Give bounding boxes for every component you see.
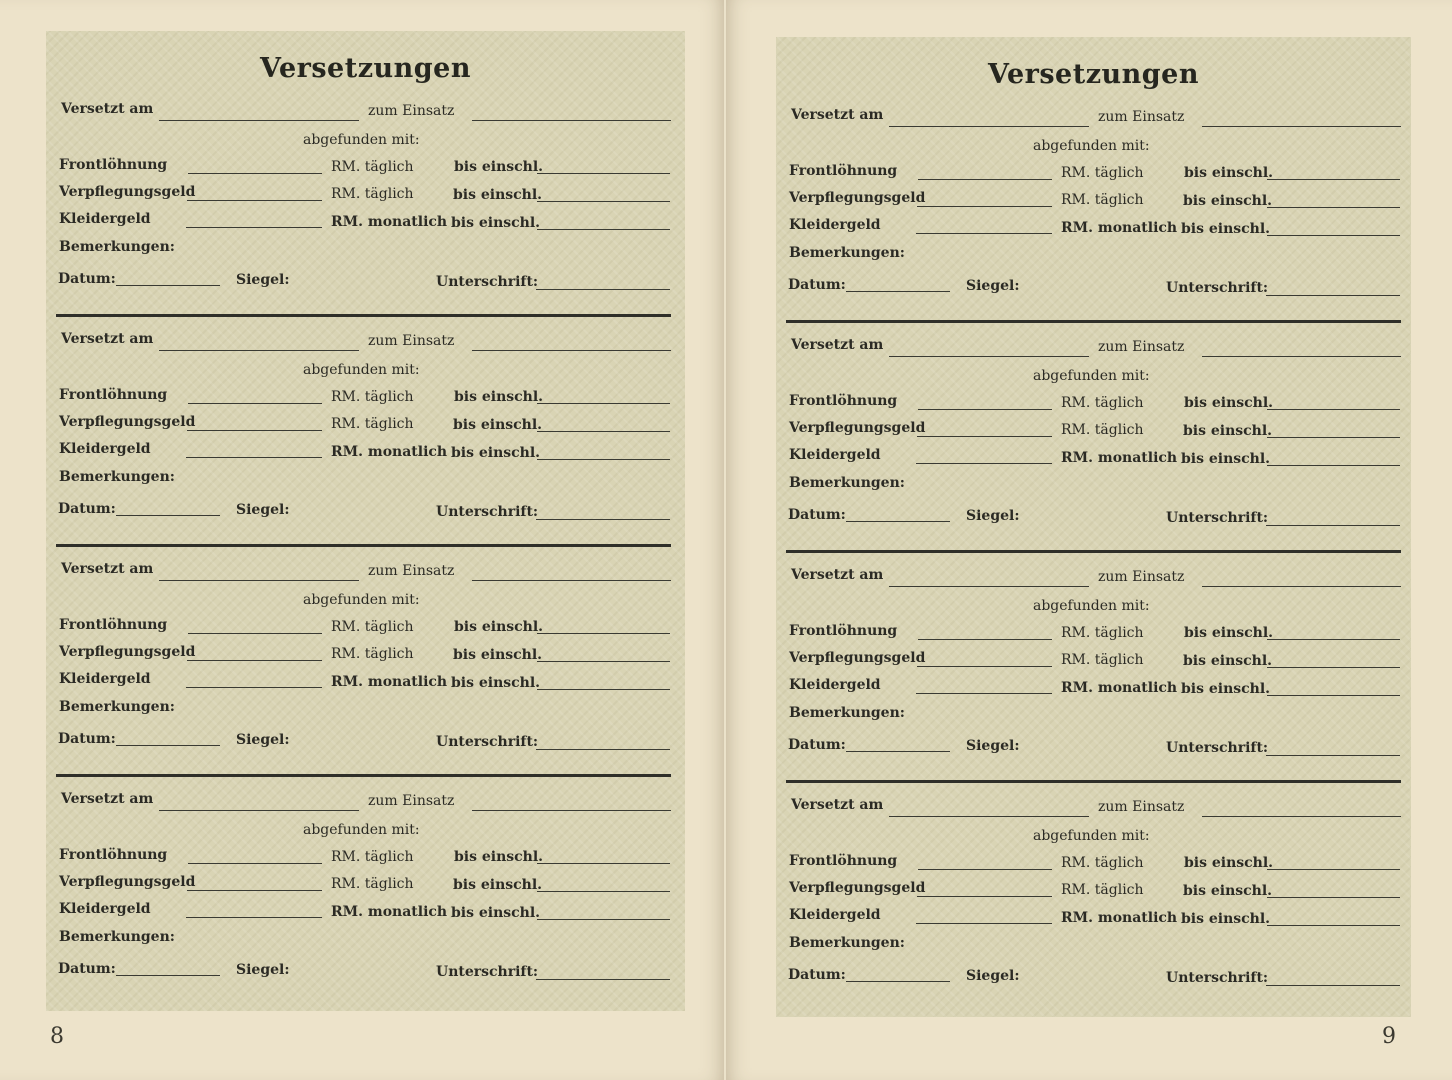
bis-einschl-line[interactable] <box>537 891 670 892</box>
kleidergeld-label: Kleidergeld <box>789 907 881 923</box>
verpflegungsgeld-label: Verpflegungsgeld <box>789 650 926 666</box>
kleidergeld-label: Kleidergeld <box>59 211 151 227</box>
abgefunden-label: abgefunden mit: <box>1033 828 1150 844</box>
rm-taeglich-label: RM. täglich <box>331 849 414 865</box>
datum-label: Datum: <box>788 967 846 983</box>
frontloehnung-label: Frontlöhnung <box>789 163 898 179</box>
transfer-entry <box>46 31 685 290</box>
bis-einschl-line[interactable] <box>537 403 670 404</box>
bemerkungen-label: Bemerkungen: <box>789 935 905 951</box>
frontloehnung-line[interactable] <box>918 179 1052 180</box>
bis-einschl-label: bis einschl. <box>454 619 544 635</box>
form-panel <box>776 37 1411 1017</box>
page-number: 9 <box>1382 1024 1396 1049</box>
zum-einsatz-line[interactable] <box>1202 816 1401 817</box>
datum-label: Datum: <box>58 961 116 977</box>
transfer-entry <box>46 721 685 980</box>
page-number: 8 <box>50 1024 64 1049</box>
abgefunden-label: abgefunden mit: <box>1033 368 1150 384</box>
datum-label: Datum: <box>788 737 846 753</box>
siegel-label: Siegel: <box>966 738 1020 754</box>
bis-einschl-label: bis einschl. <box>453 187 543 203</box>
transfer-entry <box>776 727 1411 986</box>
transfer-entry <box>46 261 685 520</box>
zum-einsatz-label: zum Einsatz <box>1098 799 1185 815</box>
rm-taeglich-label: RM. täglich <box>1061 625 1144 641</box>
rm-monatlich-label: RM. monatlich <box>331 214 448 230</box>
verpflegungsgeld-line[interactable] <box>187 200 322 201</box>
rm-taeglich-label: RM. täglich <box>1061 165 1144 181</box>
zum-einsatz-line[interactable] <box>1202 356 1401 357</box>
kleidergeld-line[interactable] <box>916 463 1052 464</box>
bis-einschl-label: bis einschl. <box>451 215 541 231</box>
verpflegungsgeld-line[interactable] <box>187 890 322 891</box>
verpflegungsgeld-label: Verpflegungsgeld <box>789 420 926 436</box>
versetzt-label: Versetzt am <box>61 331 154 347</box>
zum-einsatz-line[interactable] <box>472 350 671 351</box>
bis-einschl-line[interactable] <box>1267 235 1400 236</box>
verpflegungsgeld-line[interactable] <box>917 436 1052 437</box>
siegel-label: Siegel: <box>966 278 1020 294</box>
bis-einschl-line[interactable] <box>1267 869 1400 870</box>
versetzt-label: Versetzt am <box>791 797 884 813</box>
siegel-label: Siegel: <box>236 732 290 748</box>
bis-einschl-line[interactable] <box>1267 897 1400 898</box>
versetzt-label: Versetzt am <box>791 337 884 353</box>
unterschrift-label: Unterschrift: <box>1166 740 1269 756</box>
zum-einsatz-label: zum Einsatz <box>1098 339 1185 355</box>
kleidergeld-line[interactable] <box>186 457 322 458</box>
siegel-label: Siegel: <box>236 962 290 978</box>
bis-einschl-line[interactable] <box>537 201 670 202</box>
versetzt-am-line[interactable] <box>889 126 1089 127</box>
verpflegungsgeld-label: Verpflegungsgeld <box>59 184 196 200</box>
abgefunden-label: abgefunden mit: <box>1033 598 1150 614</box>
rm-monatlich-label: RM. monatlich <box>1061 910 1178 926</box>
rm-taeglich-label: RM. täglich <box>331 619 414 635</box>
rm-taeglich-label: RM. täglich <box>1061 652 1144 668</box>
bis-einschl-label: bis einschl. <box>451 675 541 691</box>
versetzt-label: Versetzt am <box>791 567 884 583</box>
page-right <box>726 0 1452 1080</box>
frontloehnung-label: Frontlöhnung <box>789 393 898 409</box>
rm-taeglich-label: RM. täglich <box>331 876 414 892</box>
bis-einschl-label: bis einschl. <box>1184 395 1274 411</box>
versetzt-am-line[interactable] <box>889 356 1089 357</box>
bis-einschl-line[interactable] <box>537 173 670 174</box>
bis-einschl-line[interactable] <box>537 919 670 920</box>
kleidergeld-label: Kleidergeld <box>59 671 151 687</box>
versetzt-am-line[interactable] <box>159 120 359 121</box>
verpflegungsgeld-line[interactable] <box>917 206 1052 207</box>
zum-einsatz-label: zum Einsatz <box>368 333 455 349</box>
datum-label: Datum: <box>788 277 846 293</box>
unterschrift-label: Unterschrift: <box>1166 970 1269 986</box>
bis-einschl-label: bis einschl. <box>1183 883 1273 899</box>
bis-einschl-label: bis einschl. <box>451 905 541 921</box>
frontloehnung-line[interactable] <box>188 173 322 174</box>
verpflegungsgeld-line[interactable] <box>917 666 1052 667</box>
rm-monatlich-label: RM. monatlich <box>1061 680 1178 696</box>
frontloehnung-label: Frontlöhnung <box>789 623 898 639</box>
bis-einschl-line[interactable] <box>537 229 670 230</box>
datum-line[interactable] <box>846 981 950 982</box>
bis-einschl-line[interactable] <box>1267 639 1400 640</box>
rm-monatlich-label: RM. monatlich <box>1061 220 1178 236</box>
frontloehnung-label: Frontlöhnung <box>59 157 168 173</box>
versetzt-am-line[interactable] <box>159 810 359 811</box>
bis-einschl-label: bis einschl. <box>1181 681 1271 697</box>
kleidergeld-line[interactable] <box>916 693 1052 694</box>
transfer-entry <box>776 267 1411 526</box>
unterschrift-label: Unterschrift: <box>1166 510 1269 526</box>
bis-einschl-label: bis einschl. <box>1184 165 1274 181</box>
kleidergeld-line[interactable] <box>916 233 1052 234</box>
bis-einschl-line[interactable] <box>1267 925 1400 926</box>
page-title: Versetzungen <box>987 59 1199 90</box>
zum-einsatz-label: zum Einsatz <box>368 103 455 119</box>
rm-taeglich-label: RM. täglich <box>331 159 414 175</box>
bis-einschl-label: bis einschl. <box>453 877 543 893</box>
datum-line[interactable] <box>116 975 220 976</box>
frontloehnung-label: Frontlöhnung <box>59 617 168 633</box>
bis-einschl-line[interactable] <box>1267 179 1400 180</box>
rm-taeglich-label: RM. täglich <box>1061 422 1144 438</box>
unterschrift-label: Unterschrift: <box>436 504 539 520</box>
unterschrift-label: Unterschrift: <box>436 964 539 980</box>
verpflegungsgeld-label: Verpflegungsgeld <box>789 190 926 206</box>
frontloehnung-line[interactable] <box>188 633 322 634</box>
unterschrift-label: Unterschrift: <box>1166 280 1269 296</box>
bis-einschl-label: bis einschl. <box>1181 911 1271 927</box>
zum-einsatz-label: zum Einsatz <box>1098 569 1185 585</box>
bis-einschl-line[interactable] <box>1267 409 1400 410</box>
bis-einschl-label: bis einschl. <box>1181 451 1271 467</box>
transfer-entry <box>46 491 685 750</box>
bemerkungen-label: Bemerkungen: <box>59 239 175 255</box>
bis-einschl-label: bis einschl. <box>454 849 544 865</box>
bis-einschl-label: bis einschl. <box>1184 625 1274 641</box>
versetzt-am-line[interactable] <box>159 350 359 351</box>
abgefunden-label: abgefunden mit: <box>303 822 420 838</box>
versetzt-label: Versetzt am <box>61 101 154 117</box>
bis-einschl-label: bis einschl. <box>453 647 543 663</box>
rm-taeglich-label: RM. täglich <box>1061 192 1144 208</box>
rm-monatlich-label: RM. monatlich <box>331 904 448 920</box>
bis-einschl-label: bis einschl. <box>1181 221 1271 237</box>
kleidergeld-label: Kleidergeld <box>789 677 881 693</box>
frontloehnung-line[interactable] <box>918 869 1052 870</box>
rm-monatlich-label: RM. monatlich <box>331 444 448 460</box>
bis-einschl-line[interactable] <box>1267 207 1400 208</box>
zum-einsatz-label: zum Einsatz <box>1098 109 1185 125</box>
bis-einschl-label: bis einschl. <box>1183 653 1273 669</box>
bemerkungen-label: Bemerkungen: <box>59 699 175 715</box>
kleidergeld-label: Kleidergeld <box>789 217 881 233</box>
bemerkungen-label: Bemerkungen: <box>59 929 175 945</box>
bis-einschl-line[interactable] <box>1267 695 1400 696</box>
bis-einschl-label: bis einschl. <box>454 159 544 175</box>
rm-taeglich-label: RM. täglich <box>331 186 414 202</box>
bis-einschl-line[interactable] <box>537 661 670 662</box>
transfer-entry <box>776 37 1411 296</box>
versetzt-label: Versetzt am <box>61 561 154 577</box>
form-panel <box>46 31 685 1011</box>
zum-einsatz-line[interactable] <box>1202 586 1401 587</box>
rm-monatlich-label: RM. monatlich <box>331 674 448 690</box>
unterschrift-line[interactable] <box>1266 985 1400 986</box>
frontloehnung-line[interactable] <box>918 409 1052 410</box>
zum-einsatz-line[interactable] <box>472 580 671 581</box>
bis-einschl-line[interactable] <box>1267 667 1400 668</box>
unterschrift-line[interactable] <box>536 979 670 980</box>
verpflegungsgeld-label: Verpflegungsgeld <box>59 414 196 430</box>
siegel-label: Siegel: <box>966 968 1020 984</box>
versetzt-am-line[interactable] <box>159 580 359 581</box>
rm-taeglich-label: RM. täglich <box>331 646 414 662</box>
abgefunden-label: abgefunden mit: <box>303 362 420 378</box>
datum-label: Datum: <box>58 731 116 747</box>
rm-monatlich-label: RM. monatlich <box>1061 450 1178 466</box>
frontloehnung-line[interactable] <box>188 403 322 404</box>
bemerkungen-label: Bemerkungen: <box>789 475 905 491</box>
page-left <box>0 0 724 1080</box>
versetzt-am-line[interactable] <box>889 816 1089 817</box>
zum-einsatz-label: zum Einsatz <box>368 793 455 809</box>
kleidergeld-label: Kleidergeld <box>59 441 151 457</box>
rm-taeglich-label: RM. täglich <box>1061 855 1144 871</box>
kleidergeld-line[interactable] <box>916 923 1052 924</box>
verpflegungsgeld-line[interactable] <box>187 430 322 431</box>
kleidergeld-label: Kleidergeld <box>59 901 151 917</box>
bis-einschl-label: bis einschl. <box>453 417 543 433</box>
rm-taeglich-label: RM. täglich <box>331 416 414 432</box>
versetzt-label: Versetzt am <box>791 107 884 123</box>
kleidergeld-line[interactable] <box>186 227 322 228</box>
bis-einschl-line[interactable] <box>537 863 670 864</box>
bis-einschl-line[interactable] <box>537 431 670 432</box>
bis-einschl-line[interactable] <box>537 459 670 460</box>
datum-label: Datum: <box>788 507 846 523</box>
bis-einschl-label: bis einschl. <box>1183 423 1273 439</box>
bis-einschl-label: bis einschl. <box>1184 855 1274 871</box>
datum-label: Datum: <box>58 271 116 287</box>
verpflegungsgeld-label: Verpflegungsgeld <box>789 880 926 896</box>
frontloehnung-label: Frontlöhnung <box>789 853 898 869</box>
bis-einschl-line[interactable] <box>537 633 670 634</box>
frontloehnung-label: Frontlöhnung <box>59 847 168 863</box>
versetzt-am-line[interactable] <box>889 586 1089 587</box>
abgefunden-label: abgefunden mit: <box>303 132 420 148</box>
bemerkungen-label: Bemerkungen: <box>59 469 175 485</box>
verpflegungsgeld-label: Verpflegungsgeld <box>59 644 196 660</box>
unterschrift-label: Unterschrift: <box>436 734 539 750</box>
siegel-label: Siegel: <box>236 272 290 288</box>
bis-einschl-label: bis einschl. <box>451 445 541 461</box>
zum-einsatz-line[interactable] <box>1202 126 1401 127</box>
siegel-label: Siegel: <box>236 502 290 518</box>
kleidergeld-line[interactable] <box>186 917 322 918</box>
versetzt-label: Versetzt am <box>61 791 154 807</box>
abgefunden-label: abgefunden mit: <box>1033 138 1150 154</box>
datum-label: Datum: <box>58 501 116 517</box>
bis-einschl-line[interactable] <box>1267 465 1400 466</box>
siegel-label: Siegel: <box>966 508 1020 524</box>
frontloehnung-label: Frontlöhnung <box>59 387 168 403</box>
verpflegungsgeld-label: Verpflegungsgeld <box>59 874 196 890</box>
zum-einsatz-line[interactable] <box>472 810 671 811</box>
rm-taeglich-label: RM. täglich <box>1061 395 1144 411</box>
bemerkungen-label: Bemerkungen: <box>789 705 905 721</box>
frontloehnung-line[interactable] <box>188 863 322 864</box>
kleidergeld-label: Kleidergeld <box>789 447 881 463</box>
zum-einsatz-line[interactable] <box>472 120 671 121</box>
page-title: Versetzungen <box>259 53 471 84</box>
bis-einschl-label: bis einschl. <box>454 389 544 405</box>
abgefunden-label: abgefunden mit: <box>303 592 420 608</box>
bis-einschl-line[interactable] <box>537 689 670 690</box>
bis-einschl-label: bis einschl. <box>1183 193 1273 209</box>
kleidergeld-line[interactable] <box>186 687 322 688</box>
rm-taeglich-label: RM. täglich <box>1061 882 1144 898</box>
transfer-entry <box>776 497 1411 756</box>
bis-einschl-line[interactable] <box>1267 437 1400 438</box>
unterschrift-label: Unterschrift: <box>436 274 539 290</box>
rm-taeglich-label: RM. täglich <box>331 389 414 405</box>
zum-einsatz-label: zum Einsatz <box>368 563 455 579</box>
bemerkungen-label: Bemerkungen: <box>789 245 905 261</box>
frontloehnung-line[interactable] <box>918 639 1052 640</box>
verpflegungsgeld-line[interactable] <box>917 896 1052 897</box>
verpflegungsgeld-line[interactable] <box>187 660 322 661</box>
